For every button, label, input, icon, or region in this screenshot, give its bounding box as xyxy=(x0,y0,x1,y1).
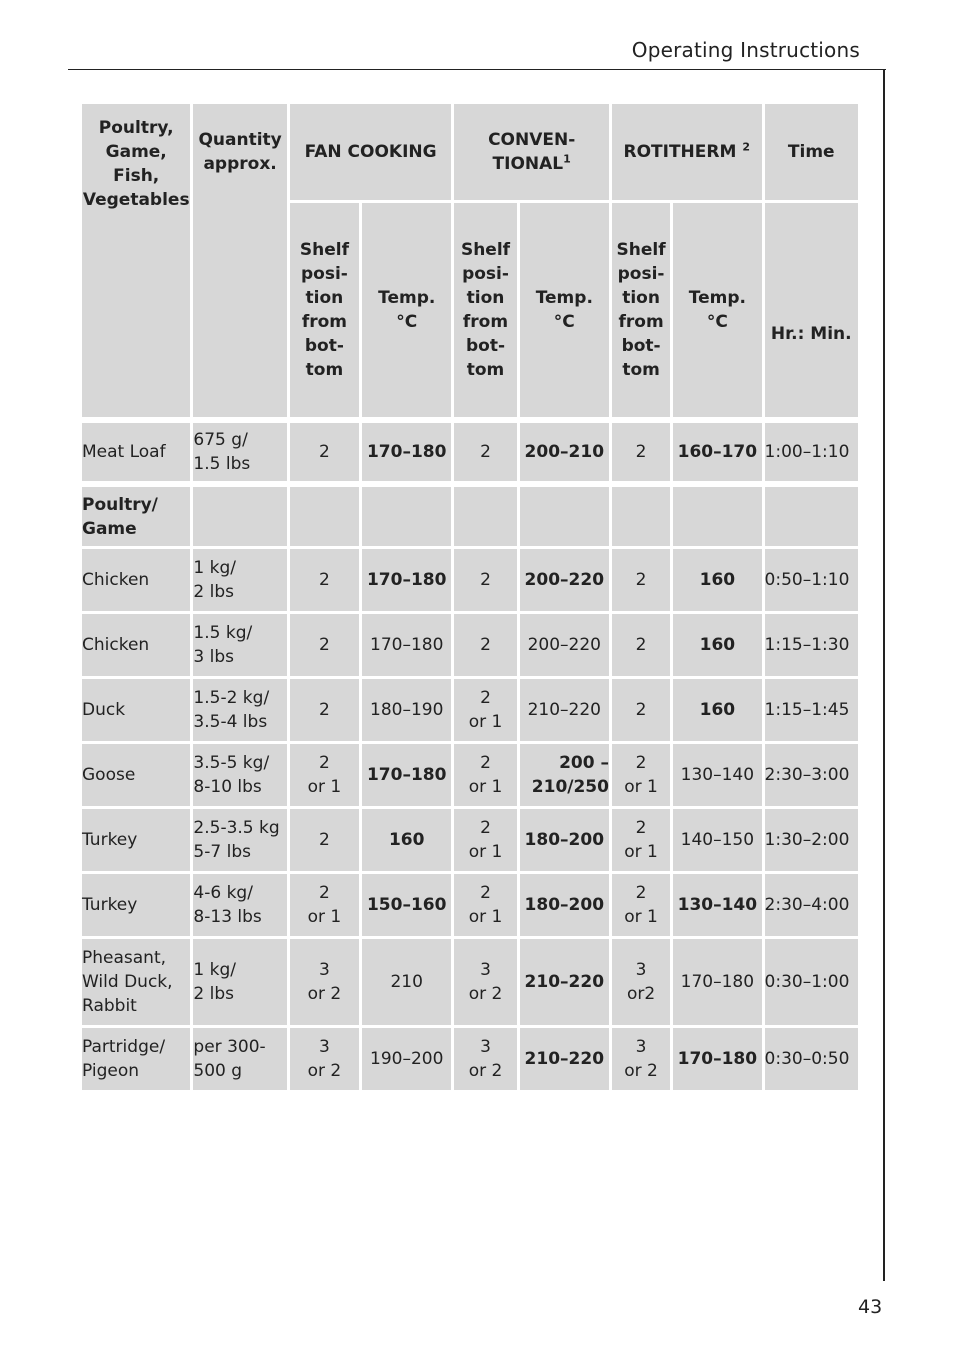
fan-shelf: 2 xyxy=(290,549,359,611)
header-conv-shelf: Shelf posi- tion from bot- tom xyxy=(454,203,516,417)
fan-temp: 170–180 xyxy=(362,549,451,611)
roti-shelf: 3 or 2 xyxy=(612,1028,670,1090)
cook-time: 0:50–1:10 xyxy=(765,549,858,611)
roti-temp: 130–140 xyxy=(673,744,761,806)
cooking-table xyxy=(79,101,861,1093)
table-row xyxy=(82,874,858,936)
roti-shelf: 2 or 1 xyxy=(612,874,670,936)
roti-temp: 160 xyxy=(673,549,761,611)
header-roti-shelf: Shelf posi- tion from bot- tom xyxy=(612,203,670,417)
fan-shelf: 3 or 2 xyxy=(290,1028,359,1090)
dish-quantity: 2.5-3.5 kg 5-7 lbs xyxy=(193,809,286,871)
dish-name: Partridge/ Pigeon xyxy=(82,1028,190,1090)
section-row xyxy=(82,487,858,546)
fan-temp: 150–160 xyxy=(362,874,451,936)
roti-shelf: 2 xyxy=(612,614,670,676)
header-time-unit: Hr.: Min. xyxy=(765,203,858,417)
conv-temp: 210–220 xyxy=(520,1028,609,1090)
fan-temp: 180–190 xyxy=(362,679,451,741)
dish-name: Turkey xyxy=(82,809,190,871)
footnote-1: 1 xyxy=(563,152,571,166)
conv-shelf: 2 or 1 xyxy=(454,744,516,806)
header-rule xyxy=(68,69,886,70)
margin-rule xyxy=(883,69,885,1281)
section-heading: Poultry/ Game xyxy=(82,487,190,546)
conv-shelf: 2 or 1 xyxy=(454,679,516,741)
table-row xyxy=(82,1028,858,1090)
header-title: Operating Instructions xyxy=(631,38,860,62)
conv-temp: 200–220 xyxy=(520,614,609,676)
conv-shelf: 3 or 2 xyxy=(454,1028,516,1090)
cook-time: 1:15–1:30 xyxy=(765,614,858,676)
dish-name: Goose xyxy=(82,744,190,806)
dish-quantity: 675 g/ 1.5 lbs xyxy=(193,423,286,481)
cook-time: 1:15–1:45 xyxy=(765,679,858,741)
cook-time: 2:30–4:00 xyxy=(765,874,858,936)
table-row xyxy=(82,679,858,741)
header-fan-cooking: FAN COOKING xyxy=(290,104,452,200)
cook-time: 1:30–2:00 xyxy=(765,809,858,871)
dish-quantity: 3.5-5 kg/ 8-10 lbs xyxy=(193,744,286,806)
table-row-meat-loaf xyxy=(82,423,858,481)
fan-shelf: 3 or 2 xyxy=(290,939,359,1025)
conv-shelf: 3 or 2 xyxy=(454,939,516,1025)
roti-shelf: 2 xyxy=(612,549,670,611)
header-category: Poultry, Game, Fish, Vegetables xyxy=(82,104,190,417)
dish-name: Chicken xyxy=(82,614,190,676)
header-fan-shelf: Shelf posi- tion from bot- tom xyxy=(290,203,359,417)
cook-time: 0:30–0:50 xyxy=(765,1028,858,1090)
conv-temp: 180–200 xyxy=(520,809,609,871)
conv-temp: 200–220 xyxy=(520,549,609,611)
dish-quantity: per 300- 500 g xyxy=(193,1028,286,1090)
header-quantity: Quantity approx. xyxy=(193,104,286,417)
header-roti-temp: Temp. °C xyxy=(673,203,761,417)
roti-shelf: 2 or 1 xyxy=(612,744,670,806)
fan-shelf: 2 or 1 xyxy=(290,874,359,936)
fan-temp: 170–180 xyxy=(362,614,451,676)
cook-time: 1:00–1:10 xyxy=(765,423,858,481)
conv-shelf: 2 or 1 xyxy=(454,874,516,936)
conv-shelf: 2 or 1 xyxy=(454,809,516,871)
fan-temp: 170–180 xyxy=(362,423,451,481)
fan-temp: 210 xyxy=(362,939,451,1025)
roti-shelf: 3 or2 xyxy=(612,939,670,1025)
dish-quantity: 1 kg/ 2 lbs xyxy=(193,939,286,1025)
page-number: 43 xyxy=(858,1296,883,1318)
header-conventional: CONVEN- TIONAL$^1$ xyxy=(454,104,609,200)
roti-temp: 170–180 xyxy=(673,1028,761,1090)
fan-shelf: 2 xyxy=(290,423,359,481)
roti-shelf: 2 xyxy=(612,679,670,741)
fan-shelf: 2 xyxy=(290,679,359,741)
table-row xyxy=(82,614,858,676)
fan-temp: 170–180 xyxy=(362,744,451,806)
conv-temp: 200–210 xyxy=(520,423,609,481)
roti-shelf: 2 or 1 xyxy=(612,809,670,871)
table-row xyxy=(82,549,858,611)
header-rotitherm: ROTITHERM $^2$ xyxy=(612,104,762,200)
dish-quantity: 4-6 kg/ 8-13 lbs xyxy=(193,874,286,936)
dish-quantity: 1.5-2 kg/ 3.5-4 lbs xyxy=(193,679,286,741)
conv-shelf: 2 xyxy=(454,614,516,676)
conv-shelf: 2 xyxy=(454,423,516,481)
dish-quantity: 1 kg/ 2 lbs xyxy=(193,549,286,611)
table-row xyxy=(82,939,858,1025)
roti-temp: 160–170 xyxy=(673,423,761,481)
footnote-2: 2 xyxy=(742,140,750,154)
fan-temp: 190–200 xyxy=(362,1028,451,1090)
dish-name: Duck xyxy=(82,679,190,741)
header-row xyxy=(82,104,858,200)
dish-name: Pheasant, Wild Duck, Rabbit xyxy=(82,939,190,1025)
conv-temp: 200 – 210/250 xyxy=(520,744,609,806)
roti-temp: 160 xyxy=(673,614,761,676)
table-row xyxy=(82,809,858,871)
header-time: Time xyxy=(765,104,858,200)
header-fan-temp: Temp. °C xyxy=(362,203,451,417)
roti-temp: 170–180 xyxy=(673,939,761,1025)
cook-time: 2:30–3:00 xyxy=(765,744,858,806)
roti-temp: 140–150 xyxy=(673,809,761,871)
dish-name: Meat Loaf xyxy=(82,423,190,481)
conv-temp: 210–220 xyxy=(520,939,609,1025)
table-row xyxy=(82,744,858,806)
dish-quantity: 1.5 kg/ 3 lbs xyxy=(193,614,286,676)
conv-temp: 210–220 xyxy=(520,679,609,741)
fan-shelf: 2 xyxy=(290,809,359,871)
cook-time: 0:30–1:00 xyxy=(765,939,858,1025)
roti-temp: 130–140 xyxy=(673,874,761,936)
dish-name: Turkey xyxy=(82,874,190,936)
fan-shelf: 2 or 1 xyxy=(290,744,359,806)
fan-shelf: 2 xyxy=(290,614,359,676)
dish-name: Chicken xyxy=(82,549,190,611)
roti-temp: 160 xyxy=(673,679,761,741)
conv-temp: 180–200 xyxy=(520,874,609,936)
header-conv-temp: Temp. °C xyxy=(520,203,609,417)
conv-shelf: 2 xyxy=(454,549,516,611)
fan-temp: 160 xyxy=(362,809,451,871)
roti-shelf: 2 xyxy=(612,423,670,481)
